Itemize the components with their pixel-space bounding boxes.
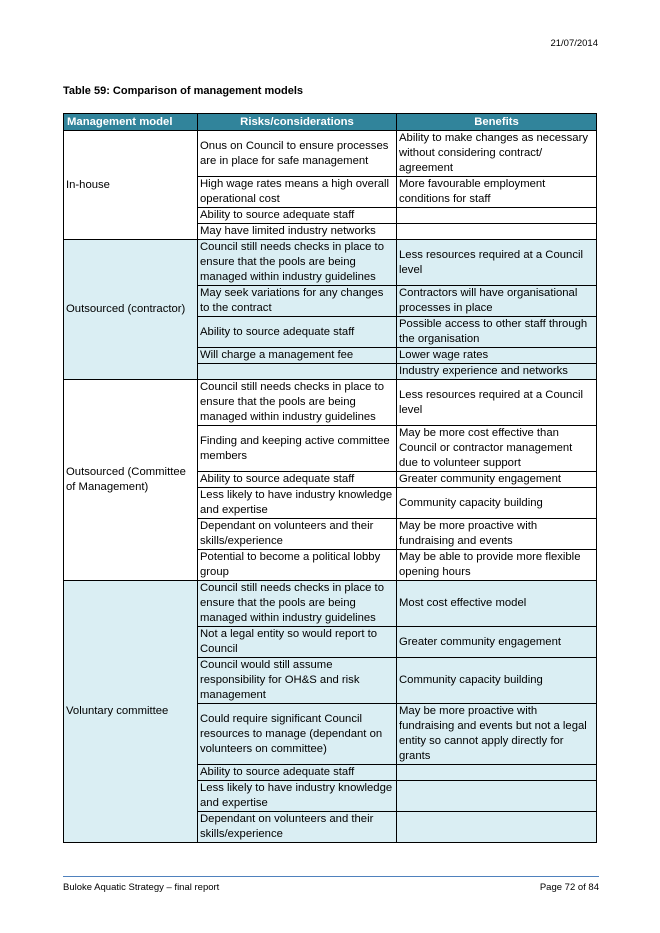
benefit-cell — [397, 765, 597, 781]
benefit-cell: May be more proactive with fundraising and events — [397, 519, 597, 550]
risk-cell: Ability to source adequate staff — [198, 472, 397, 488]
model-name: Outsourced (Committee of Management) — [64, 380, 198, 581]
model-group-contractor — [64, 240, 597, 380]
comparison-table — [63, 113, 597, 843]
table-row — [64, 380, 597, 426]
risk-cell: Ability to source adequate staff — [198, 317, 397, 348]
benefit-cell: Lower wage rates — [397, 348, 597, 364]
risk-cell: Could require significant Council resources to manage (dependant on volunteers on committee) — [198, 704, 397, 765]
table-row — [64, 581, 597, 627]
risk-cell: Ability to source adequate staff — [198, 765, 397, 781]
benefit-cell: Less resources required at a Council level — [397, 380, 597, 426]
benefit-cell — [397, 781, 597, 812]
footer-divider — [63, 876, 599, 877]
risk-cell: Dependant on volunteers and their skills/experience — [198, 812, 397, 843]
risk-cell: Dependant on volunteers and their skills/experience — [198, 519, 397, 550]
model-name: Voluntary committee — [64, 581, 198, 843]
column-header-model: Management model — [64, 114, 198, 131]
table-row — [64, 240, 597, 286]
column-header-benefits: Benefits — [397, 114, 597, 131]
risk-cell: Council still needs checks in place to ensure that the pools are being managed within industry guidelines — [198, 380, 397, 426]
benefit-cell: Industry experience and networks — [397, 364, 597, 380]
benefit-cell: May be able to provide more flexible opening hours — [397, 550, 597, 581]
risk-cell: High wage rates means a high overall operational cost — [198, 177, 397, 208]
risk-cell: Ability to source adequate staff — [198, 208, 397, 224]
footer-report-title: Buloke Aquatic Strategy – final report — [63, 882, 220, 893]
model-group-in-house — [64, 131, 597, 240]
risk-cell: Potential to become a political lobby group — [198, 550, 397, 581]
benefit-cell — [397, 224, 597, 240]
benefit-cell: Most cost effective model — [397, 581, 597, 627]
risk-cell — [198, 364, 397, 380]
risk-cell: Council would still assume responsibility for OH&S and risk management — [198, 658, 397, 704]
benefit-cell: Community capacity building — [397, 488, 597, 519]
risk-cell: May seek variations for any changes to the contract — [198, 286, 397, 317]
benefit-cell: Less resources required at a Council level — [397, 240, 597, 286]
header-date: 21/07/2014 — [550, 38, 598, 49]
risk-cell: Not a legal entity so would report to Council — [198, 627, 397, 658]
benefit-cell — [397, 208, 597, 224]
column-header-risks: Risks/considerations — [198, 114, 397, 131]
benefit-cell: Contractors will have organisational processes in place — [397, 286, 597, 317]
benefit-cell: Community capacity building — [397, 658, 597, 704]
risk-cell: Will charge a management fee — [198, 348, 397, 364]
benefit-cell: May be more cost effective than Council or contractor management due to volunteer support — [397, 426, 597, 472]
risk-cell: May have limited industry networks — [198, 224, 397, 240]
model-name: In-house — [64, 131, 198, 240]
risk-cell: Onus on Council to ensure processes are in place for safe management — [198, 131, 397, 177]
benefit-cell: More favourable employment conditions for staff — [397, 177, 597, 208]
risk-cell: Council still needs checks in place to ensure that the pools are being managed within industry guidelines — [198, 581, 397, 627]
benefit-cell: Greater community engagement — [397, 472, 597, 488]
benefit-cell: May be more proactive with fundraising and events but not a legal entity so cannot apply directly for grants — [397, 704, 597, 765]
model-group-voluntary-committee — [64, 581, 597, 843]
risk-cell: Council still needs checks in place to ensure that the pools are being managed within industry guidelines — [198, 240, 397, 286]
benefit-cell: Ability to make changes as necessary without considering contract/ agreement — [397, 131, 597, 177]
benefit-cell: Greater community engagement — [397, 627, 597, 658]
footer-page-number: Page 72 of 84 — [539, 882, 599, 893]
model-name: Outsourced (contractor) — [64, 240, 198, 380]
risk-cell: Finding and keeping active committee members — [198, 426, 397, 472]
risk-cell: Less likely to have industry knowledge and expertise — [198, 488, 397, 519]
table-caption: Table 59: Comparison of management models — [63, 85, 304, 97]
risk-cell: Less likely to have industry knowledge and expertise — [198, 781, 397, 812]
model-group-committee-of-management — [64, 380, 597, 581]
benefit-cell — [397, 812, 597, 843]
table-row — [64, 131, 597, 177]
benefit-cell: Possible access to other staff through the organisation — [397, 317, 597, 348]
table-header-row — [64, 114, 597, 131]
